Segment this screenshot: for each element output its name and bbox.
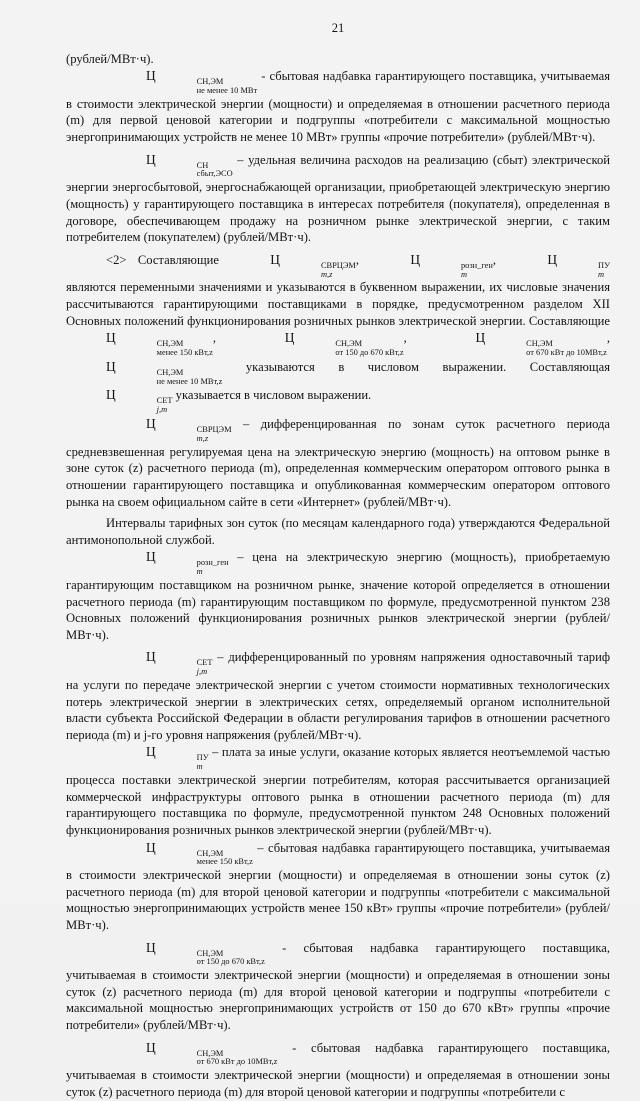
symbol-base: Ц [146,744,156,760]
symbol-base: Ц [146,68,156,84]
formula-symbol [106,648,213,677]
paragraph-p6 [66,515,610,548]
paragraph-text: - сбытовая надбавка гарантирующего поставщика, учитываемая в стоимости электрической энергии (мощности) и определяемая в отношении расчетного периода (m) для первой ценовой категории и подгруппы «потребители с максимальной мощностью энергопринимающих устройств не менее 10 МВт» группы «прочие потребители» (рублей/МВт·ч). [66,69,610,145]
paragraph-text: - сбытовая надбавка гарантирующего поставщика, учитываемая в стоимости электрической энергии (мощности) и определяемая в отношении зоны суток (z) расчетного периода (m) для второй ценовой категории и подгруппы «потребители с [66,1040,610,1099]
formula-symbol [507,251,610,280]
symbol-superscript: ПУ [196,753,209,763]
formula-symbol [230,251,356,280]
symbol-superscript: СН,ЭМ [335,339,363,349]
symbol-subscript: m [460,269,468,279]
formula-symbol [106,743,209,772]
symbol-subscript: от 670 кВт до 10МВт,z [196,1057,278,1067]
symbol-superscript: СН,ЭМ [526,339,553,349]
symbol-base: Ц [146,649,156,665]
paragraph-text: , [355,252,371,267]
symbol-base: Ц [270,251,280,267]
page-number: 21 [331,21,345,35]
symbol-subscript: m [196,567,203,577]
symbol-subscript: сбыт,ЭСО [196,169,233,179]
formula-symbol [370,251,493,280]
symbol-superscript: СЕТ [196,658,213,668]
formula-symbol [106,548,229,577]
paragraph-p9 [66,743,610,838]
paragraph-p5 [66,415,610,510]
paragraph-text: , [212,331,245,346]
symbol-base: Ц [106,330,116,346]
paragraph-p4 [66,251,610,415]
paragraph-p7 [66,548,610,643]
paragraph-text: – сбытовая надбавка гарантирующего поставщика, учитываемая в стоимости электрической энергии (мощности) и определяемая в отношении зоны суток (z) расчетного периода (m) для второй ценовой категории и подгруппы «потребители с максимальной мощностью энергопринимающих устройств менее 150 кВт» группы «прочие потребители» (рублей/МВт·ч). [66,840,610,932]
paragraph-text: (рублей/МВт·ч). [66,51,154,66]
symbol-subscript: от 150 до 670 кВт,z [335,348,404,357]
symbol-superscript: СН,ЭМ [156,367,184,377]
formula-symbol [66,329,213,358]
symbol-subscript: j,m [156,405,168,415]
symbol-base: Ц [146,416,156,432]
document-body [66,51,610,1101]
symbol-base: Ц [106,358,116,374]
symbol-superscript: СН,ЭМ [196,77,224,87]
formula-symbol [106,939,265,968]
symbol-base: Ц [146,151,156,167]
symbol-base: Ц [146,939,156,955]
symbol-superscript: СЕТ [156,396,173,406]
symbol-superscript: ПУ [598,260,611,270]
symbol-superscript: СН [196,160,209,170]
formula-symbol [106,415,232,444]
formula-symbol [106,1039,277,1068]
paragraph-p3 [66,151,610,246]
paragraph-p11 [66,939,610,1034]
symbol-subscript: от 150 до 670 кВт,z [196,957,265,967]
paragraph-text: – дифференцированная по зонам суток расчетного периода средневзвешенная регулируемая цена на электрическую энергию (мощность) на оптовом рынке в зоне суток (z) расчетного периода (m), определенная коммерческим оператором оптового рынка в отношении гарантирующего поставщика и опубликованная коммерческим оператором оптового рынка на своем официальном сайте в сети «Интернет» (рублей/МВт·ч). [66,417,610,509]
symbol-subscript: j,m [196,667,208,677]
symbol-superscript: СН,ЭМ [196,848,224,858]
paragraph-text: , [492,252,508,267]
symbol-superscript: СВРЦЭМ [320,260,356,270]
symbol-subscript: менее 150 кВт,z [156,348,213,357]
formula-symbol [436,329,607,358]
paragraph-p12 [66,1039,610,1101]
paragraph-text: <2> Составляющие [106,252,231,267]
paragraph-text: – плата за иные услуги, оказание которых является неотъемлемой частью процесса поставки электрической энергии потребителям, которая рассчитывается организацией коммерческой инфраструктуры оптового рынка в отношении расчетного периода (m) для гарантирующего поставщика по формуле, предусмотренной пунктом 248 Основных положений функционирования розничных рынков электрической энергии (рублей/МВт·ч). [66,745,610,837]
symbol-base: Ц [146,839,156,855]
symbol-superscript: розн_ген [460,260,493,270]
symbol-base: Ц [146,549,156,565]
symbol-subscript: m [598,269,605,279]
symbol-subscript: менее 150 кВт,z [196,857,253,867]
symbol-subscript: m,z [320,269,333,279]
paragraph-p2 [66,67,610,145]
symbol-subscript: m [196,762,203,772]
symbol-base: Ц [547,251,558,267]
paragraph-p1 [66,51,610,68]
paragraph-text: Интервалы тарифных зон суток (по месяцам календарного года) утверждаются Федеральной антимонопольной службой. [66,516,610,547]
symbol-base: Ц [410,251,420,267]
symbol-subscript: m,z [196,433,209,443]
paragraph-text: указываются в числовом выражении. Составляющая [222,359,610,374]
paragraph-text: – цена на электрическую энергию (мощность), приобретаемую гарантирующим поставщиком на розничном рынке, значение которой определяется в отношении расчетного периода (m) гарантирующим поставщиком по формуле, предусмотренной пунктом 238 Основных положений функционирования розничных рынков электрической энергии (рублей/МВт·ч). [66,550,610,642]
formula-symbol [106,151,233,180]
symbol-subscript: от 670 кВт до 10МВт,z [526,348,607,357]
paragraph-text: – дифференцированный по уровням напряжения одноставочный тариф на услуги по передаче электрической энергии с учетом стоимости нормативных технологических потерь электрической энергии в электрических сетях, определяемый органом исполнительной власти субъекта Российской Федерации в области регулирования тарифов в отношении расчетного периода (m) и j-го уровня напряжения (рублей/МВт·ч). [66,650,610,742]
paragraph-text: являются переменными значениями и указываются в буквенном выражении, их числовые значения рассчитываются гарантирующими поставщиками в порядке, предусмотренном разделом XII Основных положений функционирования розничных рынков электрической энергии. Составляющие [66,280,610,328]
formula-symbol [66,386,173,415]
symbol-superscript: СН,ЭМ [156,339,184,349]
formula-symbol [245,329,404,358]
formula-symbol [106,839,253,868]
paragraph-text: указывается в числовом выражении. [172,388,372,403]
symbol-superscript: розн_ген [196,558,229,568]
symbol-base: Ц [106,387,116,403]
symbol-base: Ц [284,330,295,346]
formula-symbol [66,358,222,387]
symbol-superscript: СВРЦЭМ [196,425,232,435]
formula-symbol [106,67,257,96]
symbol-subscript: не менее 10 МВт,z [156,376,223,386]
symbol-subscript: не менее 10 МВт [196,86,258,96]
paragraph-p8 [66,648,610,743]
symbol-superscript: СН,ЭМ [196,1048,224,1058]
paragraph-text: – удельная величина расходов на реализацию (сбыт) электрической энергии энергосбытовой, энергоснабжающей организации, приобретающей электрическую энергию (мощность) у гарантирующего поставщика в интересах потребителя (покупателя), определенная в договоре, обеспечивающем продажу на розничном рынке электрической энергии, с таким потребителем (покупателем) (рублей/МВт·ч). [66,152,610,245]
paragraph-text: - сбытовая надбавка гарантирующего поставщика, учитываемая в стоимости электрической энергии (мощности) и определяемая в отношении зоны суток (z) расчетного периода (m) для второй ценовой категории и подгруппы «потребители с максимальной мощностью энергопринимающих устройств от 150 до 670 кВт» группы «прочие потребители» (рублей/МВт·ч). [66,940,610,1033]
symbol-base: Ц [475,330,486,346]
paragraph-text: , [606,331,611,346]
paragraph-text: , [403,331,436,346]
symbol-base: Ц [146,1039,156,1055]
paragraph-p10 [66,839,610,934]
symbol-superscript: СН,ЭМ [196,948,224,958]
